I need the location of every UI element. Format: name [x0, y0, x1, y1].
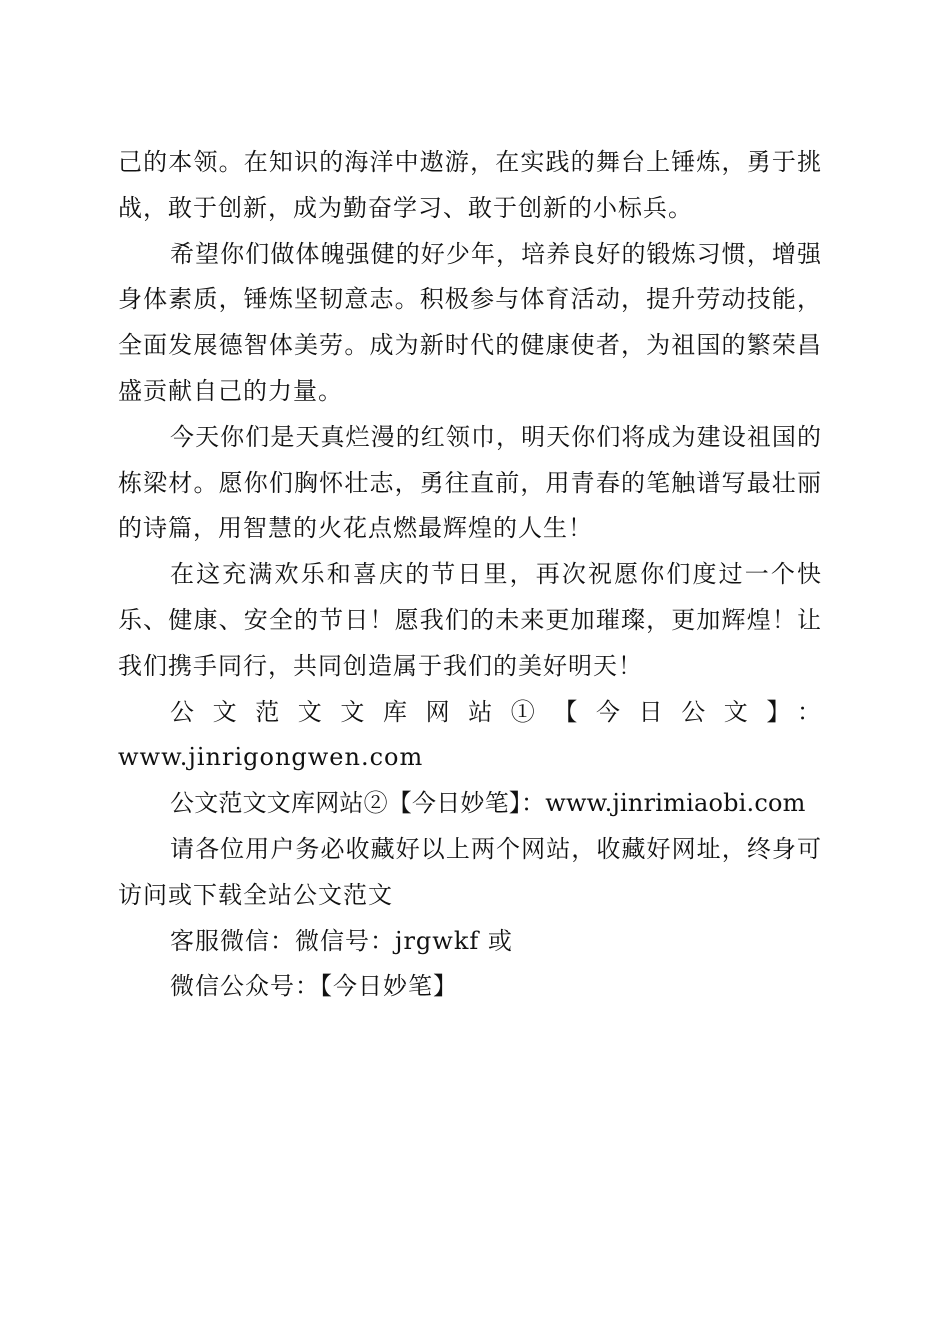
site2-line: 公文范文文库网站②【今日妙笔】：www.jinrimiaobi.com: [170, 789, 806, 818]
notice-paragraph: 请各位用户务必收藏好以上两个网站，收藏好网址，终身可访问或下载全站公文范文: [118, 834, 822, 909]
wechat-public-line: 微信公众号：【今日妙笔】: [170, 972, 458, 1001]
paragraph-future: 今天你们是天真烂漫的红领巾，明天你们将成为建设祖国的栋梁材。愿你们胸怀壮志，勇往直前，用青春的笔触谱写最壮丽的诗篇，用智慧的火花点燃最辉煌的人生！: [118, 422, 822, 543]
site1-url: www.jinrigongwen.com: [118, 743, 424, 772]
paragraph-blessing: 在这充满欢乐和喜庆的节日里，再次祝愿你们度过一个快乐、健康、安全的节日！愿我们的未来更加璀璨，更加辉煌！让我们携手同行，共同创造属于我们的美好明天！: [118, 560, 822, 680]
wechat-service-line: 客服微信：微信号：jrgwkf 或: [170, 926, 513, 955]
site1-line: 公文范文文库网站①【今日公文】：: [170, 697, 822, 726]
paragraph-health: 希望你们做体魄强健的好少年，培养良好的锻炼习惯，增强身体素质，锤炼坚韧意志。积极参与体育活动，提升劳动技能，全面发展德智体美劳。成为新时代的健康使者，为祖国的繁荣昌盛贡献自己的力量。: [118, 239, 822, 405]
document-body: [118, 140, 822, 1010]
paragraph-continuation: 己的本领。在知识的海洋中遨游，在实践的舞台上锤炼，勇于挑战，敢于创新，成为勤奋学习、敢于创新的小标兵。: [118, 148, 822, 222]
